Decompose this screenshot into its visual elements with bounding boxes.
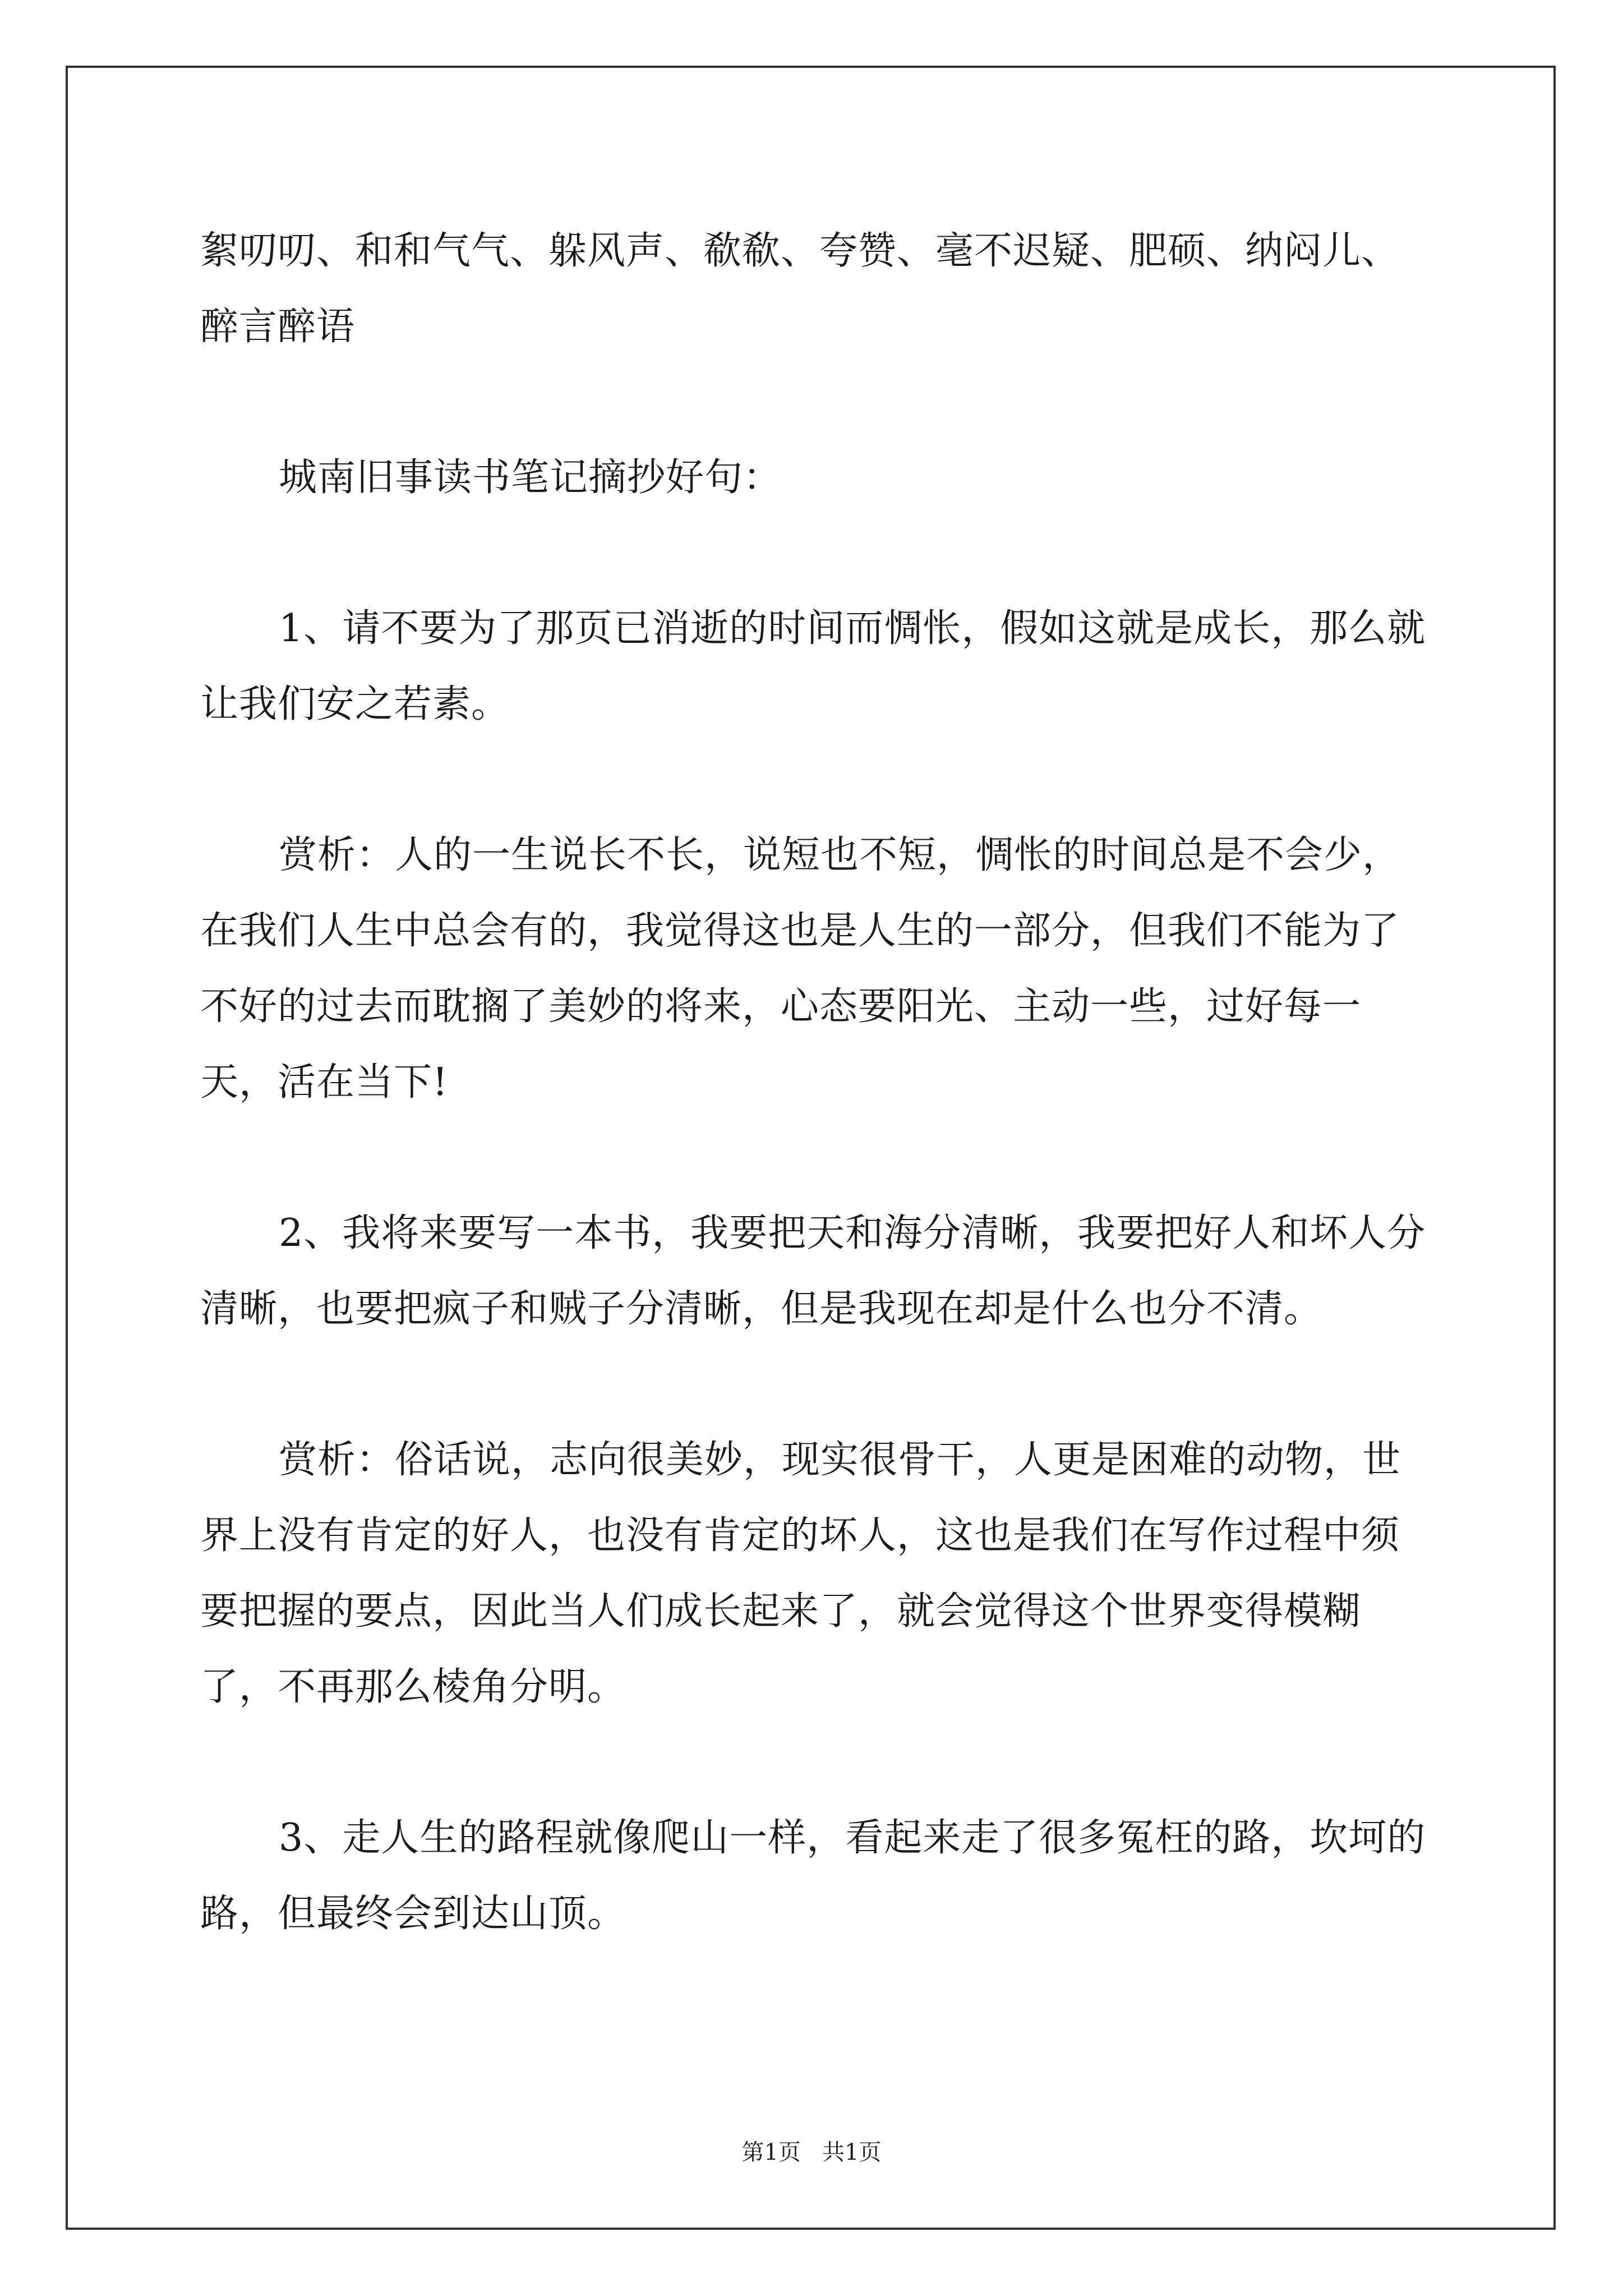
paragraph-analysis-1: 赏析：人的一生说长不长，说短也不短，惆怅的时间总是不会少，在我们人生中总会有的，我觉得这也是人生的一部分，但我们不能为了不好的过去而耽搁了美妙的将来，心态要阳光、主动一些，过好每一天，活在当下! (200, 833, 1401, 1105)
paragraph-quote-1: 1、请不要为了那页已消逝的时间而惆怅，假如这就是成长，那么就让我们安之若素。 (200, 606, 1426, 726)
paragraph-quote-2: 2、我将来要写一本书，我要把天和海分清晰，我要把好人和坏人分清晰，也要把疯子和贼子分清晰，但是我现在却是什么也分不清。 (200, 1211, 1426, 1331)
paragraph-heading: 城南旧事读书笔记摘抄好句： (279, 455, 782, 500)
page-number-footer: 第1页 共1页 (741, 2139, 882, 2165)
paragraph-quote-3: 3、走人生的路程就像爬山一样，看起来走了很多冤枉的路，坎坷的路，但最终会到达山顶。 (200, 1816, 1426, 1936)
paragraph-vocabulary: 絮叨叨、和和气气、躲风声、欷欷、夸赞、毫不迟疑、肥硕、纳闷儿、醉言醉语 (200, 229, 1400, 349)
document-body (200, 213, 1428, 1952)
paragraph-analysis-2: 赏析：俗话说，志向很美妙，现实很骨干，人更是困难的动物，世界上没有肯定的好人，也没有肯定的坏人，这也是我们在写作过程中须要把握的要点，因此当人们成长起来了，就会觉得这个世界变得模糊了，不再那么棱角分明。 (200, 1438, 1401, 1709)
